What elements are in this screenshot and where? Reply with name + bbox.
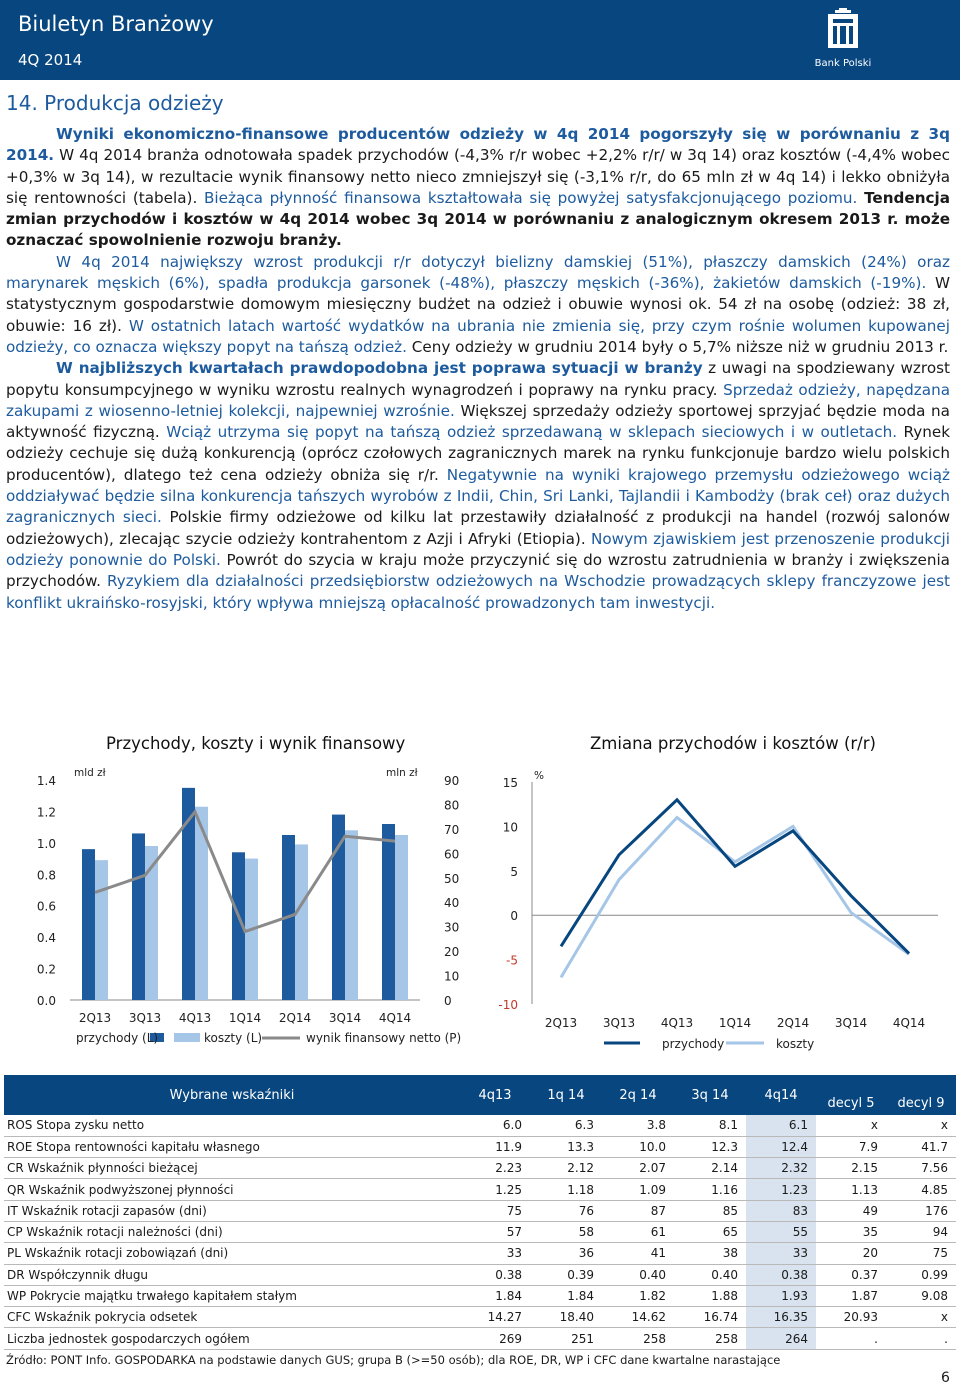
indicator-value-cell: 269 (499, 1331, 522, 1346)
indicator-value-cell: 264 (746, 1328, 816, 1349)
chart-2-title: Zmiana przychodów i kosztów (r/r) (590, 734, 876, 753)
paragraph-2 (6, 252, 950, 358)
table-header-cell: 4q13 (478, 1087, 512, 1103)
y-tick-label: 10 (502, 820, 518, 835)
revenue-bar (82, 849, 95, 1000)
right-tick-label: 50 (444, 871, 460, 886)
indicator-value-cell: 57 (506, 1225, 522, 1240)
text-span-blue: Wciąż utrzyma się popyt na tańszą odzież sprzedawaną w sklepach sieciowych i w outletach. (159, 423, 898, 442)
x-tick-label: 1Q14 (228, 1011, 262, 1025)
indicator-value-cell: 0.39 (567, 1267, 594, 1282)
indicator-value-cell: 1.84 (567, 1289, 594, 1304)
x-tick-label: 2Q14 (776, 1016, 810, 1030)
text-span: Ceny odzieży w grudniu 2014 były o 5,7% niższe niż w grudniu 2013 r. (406, 337, 949, 356)
indicator-value-cell: 2.12 (567, 1161, 594, 1176)
y-tick-label: 15 (502, 776, 518, 790)
indicator-value-cell: 85 (722, 1203, 738, 1218)
indicators-table (4, 1075, 956, 1350)
bulletin-title: Biuletyn Branżowy (18, 12, 214, 36)
indicator-value-cell: 14.62 (631, 1310, 666, 1325)
chart-1-title: Przychody, koszty i wynik finansowy (106, 734, 406, 753)
x-tick-label: 4Q13 (660, 1016, 694, 1030)
indicator-value-cell: 4.85 (921, 1182, 948, 1197)
text-span-blue: W 4q 2014 największy wzrost produkcji r/r dotyczył bielizny damskiej (51%), płaszczy damskich (24%) oraz marynarek męskich (6%), spadła produkcja garsonek (-48%), płaszczy męskich (-36%), żakietów damskich (-19%). (6, 252, 950, 293)
indicator-value-cell: 87 (650, 1203, 666, 1218)
left-tick-label: 0.2 (36, 962, 56, 977)
indicator-value-cell: 83 (746, 1200, 816, 1221)
indicator-value-cell: 1.18 (567, 1182, 594, 1197)
table-header-cell: decyl 9 (897, 1096, 945, 1111)
indicator-value-cell: 1.09 (639, 1182, 666, 1197)
unit-label: % (534, 770, 544, 782)
table-row (4, 1179, 956, 1200)
x-tick-label: 3Q13 (602, 1016, 636, 1030)
indicator-value-cell: 35 (862, 1225, 878, 1240)
text-span-blue: Ryzykiem dla działalności przedsiębiorstw odzieżowych na Wschodzie prowadzących sklepy franczyzowe jest konflikt ukraińsko-rosyjski, który wpływa mniejszą opłacalność prowadzonych tam inwestycji. (6, 572, 950, 612)
table-header-cell: decyl 5 (827, 1096, 875, 1111)
indicator-name-cell: CFC Wskaźnik pokrycia odsetek (7, 1310, 198, 1325)
text-span: Większej sprzedaży odzieży sportowej sprzyjać będzie moda na aktywność fizyczną. (6, 401, 950, 442)
right-tick-label: 40 (444, 896, 460, 911)
table-row (4, 1285, 956, 1306)
indicator-value-cell: 13.3 (567, 1139, 594, 1154)
indicator-value-cell: 10.0 (639, 1139, 666, 1154)
table-body (4, 1115, 956, 1349)
indicator-value-cell: 6.3 (574, 1118, 594, 1133)
indicator-value-cell: 258 (643, 1331, 666, 1346)
y-tick-label: -5 (506, 953, 518, 968)
revenue-bar (332, 815, 345, 1000)
indicator-value-cell: 41 (650, 1246, 666, 1261)
indicator-value-cell: 12.4 (746, 1136, 816, 1157)
cost-bar (295, 844, 308, 1000)
table-header-cell: 2q 14 (619, 1087, 657, 1103)
text-span: W statystycznym gospodarstwie domowym miesięczny budżet na odzież i obuwie wynosi ok. 54 zł na osobę (odzież: 38 zł, obuwie: 16 zł). (6, 274, 950, 335)
lead-sentence: W najbliższych kwartałach prawdopodobna jest poprawa sytuacji w branży (56, 359, 703, 378)
table-header-cell: 4q14 (764, 1087, 798, 1103)
indicator-value-cell: 16.74 (703, 1310, 738, 1325)
indicator-value-cell: 58 (578, 1225, 594, 1240)
indicator-value-cell: 33 (506, 1246, 522, 1261)
indicator-value-cell: 20 (862, 1246, 878, 1261)
bank-logo-text: Bank Polski (814, 58, 872, 69)
x-tick-label: 2Q13 (78, 1011, 112, 1025)
indicator-value-cell: 12.3 (711, 1139, 738, 1154)
indicators-table-wrap (4, 1075, 956, 1350)
text-bold: Tendencja zmian przychodów i kosztów w 4q 2014 wobec 3q 2014 w porównaniu z analogicznym okresem 2013 r. może oznaczać spowolnienie rozwoju branży. (6, 188, 950, 250)
revenue-bar (382, 824, 395, 1000)
text-span-blue: Negatywnie na wyniki krajowego przemysłu odzieżowego wciąż oddziaływać będzie silna konkurencja tańszych wyrobów z Indii, Chin, Sri Lanki, Tajlandii i Kambodży (brak ceł) oraz dużych zagranicznych sieci. (6, 465, 951, 527)
table-row (4, 1200, 956, 1221)
x-tick-label: 3Q14 (834, 1016, 868, 1030)
indicator-name-cell: DR Współczynnik długu (7, 1267, 149, 1282)
y-tick-label: 0 (510, 909, 518, 924)
text-span-blue: Nowym zjawiskiem jest przenoszenie produkcji odzieży ponownie do Polski. (6, 529, 950, 569)
indicator-value-cell: 0.38 (746, 1264, 816, 1285)
table-row (4, 1328, 956, 1349)
indicator-value-cell: 75 (932, 1246, 948, 1261)
x-tick-label: 2Q14 (278, 1011, 312, 1025)
indicator-value-cell: 0.40 (711, 1267, 738, 1282)
text-span-blue: Bieżąca płynność finansowa kształtowała się powyżej satysfakcjonującego poziomu. (197, 188, 865, 207)
table-row (4, 1115, 956, 1136)
indicator-value-cell: 76 (578, 1203, 594, 1218)
text-span: Rynek odzieży cechuje się dużą konkurencją (oprócz czołowych zagranicznych marek na rynku funkcjonuje bardzo wielu polskich producentów), dlatego też cena odzieży obniża się r/r. (6, 423, 950, 484)
x-tick-label: 3Q13 (128, 1011, 162, 1025)
series-line-przychody (561, 800, 909, 954)
right-tick-label: 20 (444, 945, 460, 960)
indicator-value-cell: x (940, 1118, 948, 1133)
revenue-bar (132, 833, 145, 1000)
x-tick-label: 3Q14 (328, 1011, 362, 1025)
indicator-value-cell: 49 (862, 1203, 878, 1218)
indicator-name-cell: WP Pokrycie majątku trwałego kapitałem stałym (7, 1289, 297, 1304)
indicator-value-cell: 20.93 (843, 1310, 878, 1325)
y-tick-label: -10 (498, 998, 518, 1012)
left-tick-label: 0.0 (36, 994, 56, 1008)
indicator-value-cell: x (870, 1118, 878, 1133)
x-tick-label: 4Q14 (892, 1016, 926, 1030)
left-tick-label: 0.6 (36, 899, 56, 914)
table-row (4, 1243, 956, 1264)
legend-revenue-label: przychody (L) (76, 1031, 159, 1045)
right-tick-label: 10 (444, 969, 460, 984)
indicator-name-cell: PL Wskaźnik rotacji zobowiązań (dni) (7, 1246, 229, 1261)
text-span: Polskie firmy odzieżowe od kilku lat przestawiły działalność z produkcji na handel (rozwój salonów odzieżowych), zlecając szycie odzieży kontrahentom z Azji i Afryki (Etiopia). (6, 508, 950, 548)
indicator-value-cell: 3.8 (646, 1118, 666, 1133)
indicator-value-cell: 7.56 (921, 1161, 948, 1176)
legend-revenue-label: przychody (662, 1037, 725, 1051)
bulletin-period: 4Q 2014 (18, 51, 83, 69)
indicator-name-cell: CP Wskaźnik rotacji należności (dni) (7, 1225, 223, 1240)
right-tick-label: 90 (444, 774, 460, 788)
indicator-name-cell: Liczba jednostek gospodarczych ogółem (7, 1331, 250, 1346)
text-span: Powrót do szycia w kraju może przyczynić się do wzrostu zatrudnienia w branży i zwiększenia przychodów. (6, 550, 950, 591)
right-tick-label: 60 (444, 847, 460, 862)
indicator-value-cell: 1.13 (851, 1182, 878, 1197)
x-tick-label: 1Q14 (718, 1016, 752, 1030)
table-header-row (4, 1075, 956, 1115)
indicator-value-cell: . (944, 1331, 948, 1346)
right-tick-label: 80 (444, 798, 460, 813)
x-tick-label: 4Q14 (378, 1011, 412, 1025)
right-tick-label: 70 (444, 822, 460, 837)
indicator-value-cell: . (874, 1331, 878, 1346)
source-note: Źródło: PONT Info. GOSPODARKA na podstawie danych GUS; grupa B (>=50 osób); dla ROE, DR, WP i CFC dane kwartalne narastające (6, 1353, 781, 1367)
indicator-value-cell: x (940, 1310, 948, 1325)
page-number: 6 (941, 1370, 950, 1386)
indicator-value-cell: 61 (650, 1225, 666, 1240)
indicator-value-cell: 36 (578, 1246, 594, 1261)
indicator-value-cell: 1.23 (746, 1179, 816, 1200)
indicator-value-cell: 251 (571, 1331, 594, 1346)
indicator-value-cell: 1.88 (711, 1289, 738, 1304)
indicator-value-cell: 7.9 (858, 1139, 878, 1154)
right-tick-label: 0 (444, 994, 452, 1008)
table-row (4, 1307, 956, 1328)
left-tick-label: 0.8 (36, 868, 56, 883)
indicator-value-cell: 2.07 (639, 1161, 666, 1176)
indicator-value-cell: 2.23 (495, 1161, 522, 1176)
indicator-value-cell: 0.40 (639, 1267, 666, 1282)
indicator-value-cell: 33 (746, 1243, 816, 1264)
indicator-value-cell: 1.16 (711, 1182, 738, 1197)
lead-sentence: Wyniki ekonomiczno-finansowe producentów odzieży w 4q 2014 pogorszyły się w porównaniu z 3q 2014. (6, 125, 950, 165)
indicator-name-cell: IT Wskaźnik rotacji zapasów (dni) (7, 1203, 207, 1218)
indicator-value-cell: 38 (722, 1246, 738, 1261)
table-row (4, 1158, 956, 1179)
cost-bar (395, 835, 408, 1000)
yoy-change-chart (480, 760, 960, 1060)
table-header-cell: Wybrane wskaźniki (169, 1087, 295, 1103)
indicator-value-cell: 75 (506, 1203, 522, 1218)
left-tick-label: 1.0 (36, 836, 56, 851)
indicator-value-cell: 55 (746, 1221, 816, 1242)
indicator-value-cell: 11.9 (495, 1139, 522, 1154)
indicator-name-cell: ROE Stopa rentowności kapitału własnego (7, 1139, 260, 1154)
indicator-value-cell: 1.82 (639, 1289, 666, 1304)
indicator-value-cell: 2.15 (851, 1161, 878, 1176)
section-title: 14. Produkcja odzieży (6, 91, 224, 115)
y-tick-label: 5 (510, 864, 518, 879)
revenue-cost-chart (0, 760, 480, 1060)
left-tick-label: 1.2 (36, 805, 56, 820)
indicator-value-cell: 2.32 (746, 1158, 816, 1179)
indicator-name-cell: CR Wskaźnik płynności bieżącej (7, 1161, 198, 1176)
table-row (4, 1136, 956, 1157)
cost-bar (345, 830, 358, 1000)
right-tick-label: 30 (444, 920, 460, 935)
indicator-value-cell: 1.93 (746, 1285, 816, 1306)
indicator-value-cell: 8.1 (718, 1118, 738, 1133)
x-tick-label: 4Q13 (178, 1011, 212, 1025)
indicator-value-cell: 1.84 (495, 1289, 522, 1304)
legend-cost-label: koszty (776, 1037, 815, 1051)
indicator-value-cell: 2.14 (711, 1161, 738, 1176)
indicator-value-cell: 176 (925, 1203, 948, 1218)
indicator-value-cell: 65 (722, 1225, 738, 1240)
series-line-koszty (561, 818, 909, 978)
table-header-cell: 3q 14 (691, 1087, 729, 1103)
indicator-value-cell: 14.27 (487, 1310, 522, 1325)
legend-cost-label: koszty (L) (204, 1031, 263, 1045)
text-span: W 4q 2014 branża odnotowała spadek przychodów (-4,3% r/r wobec +2,2% r/r/ w 3q 14) oraz kosztów (-4,4% wobec +0,3% w 3q 14), w rezultacie wynik finansowy netto nieco zmniejszył się (-3,1% r/r, do 65 mln zł w 4q 14) i lekko obniżyła się rentowności (tabela). (6, 146, 950, 207)
indicator-value-cell: 6.1 (746, 1115, 816, 1136)
indicator-value-cell: 1.25 (495, 1182, 522, 1197)
text-span-blue: W ostatnich latach wartość wydatków na ubrania nie zmienia się, przy czym rośnie wolumen kupowanej odzieży, co oznacza większy popyt na tańszą odzież. (6, 316, 950, 356)
indicator-value-cell: 41.7 (921, 1139, 948, 1154)
paragraph-3 (6, 358, 950, 614)
indicator-name-cell: QR Wskaźnik podwyższonej płynności (7, 1182, 234, 1197)
legend-net-label: wynik finansowy netto (P) (306, 1031, 462, 1045)
indicator-name-cell: ROS Stopa zysku netto (7, 1118, 145, 1133)
indicator-value-cell: 9.08 (921, 1289, 948, 1304)
legend-cost-swatch (174, 1033, 200, 1042)
indicator-value-cell: 0.99 (921, 1267, 948, 1282)
left-tick-label: 0.4 (36, 931, 56, 946)
indicator-value-cell: 1.87 (851, 1289, 878, 1304)
x-tick-label: 2Q13 (544, 1016, 578, 1030)
indicator-value-cell: 0.37 (851, 1267, 878, 1282)
article-body (6, 124, 950, 614)
table-row (4, 1221, 956, 1242)
text-span: z uwagi na spodziewany wzrost popytu konsumpcyjnego w wyniku wzrostu realnych wynagrodzeń i poprawy na rynku pracy. (6, 359, 950, 399)
indicator-value-cell: 6.0 (502, 1118, 522, 1133)
indicator-value-cell: 258 (715, 1331, 738, 1346)
indicator-value-cell: 16.35 (746, 1307, 816, 1328)
text-span-blue: Sprzedaż odzieży, napędzana zakupami z wiosenno-letniej kolekcji, najpewniej wzrośnie. (6, 380, 950, 420)
indicator-value-cell: 94 (932, 1225, 948, 1240)
indicator-value-cell: 18.40 (559, 1310, 594, 1325)
right-unit-label: mln zł (386, 767, 418, 779)
paragraph-1 (6, 124, 950, 252)
left-tick-label: 1.4 (36, 774, 56, 788)
table-header-cell: 1q 14 (547, 1087, 585, 1103)
table-row (4, 1264, 956, 1285)
indicator-value-cell: 0.38 (495, 1267, 522, 1282)
left-unit-label: mld zł (74, 767, 106, 779)
cost-bar (95, 860, 108, 1000)
